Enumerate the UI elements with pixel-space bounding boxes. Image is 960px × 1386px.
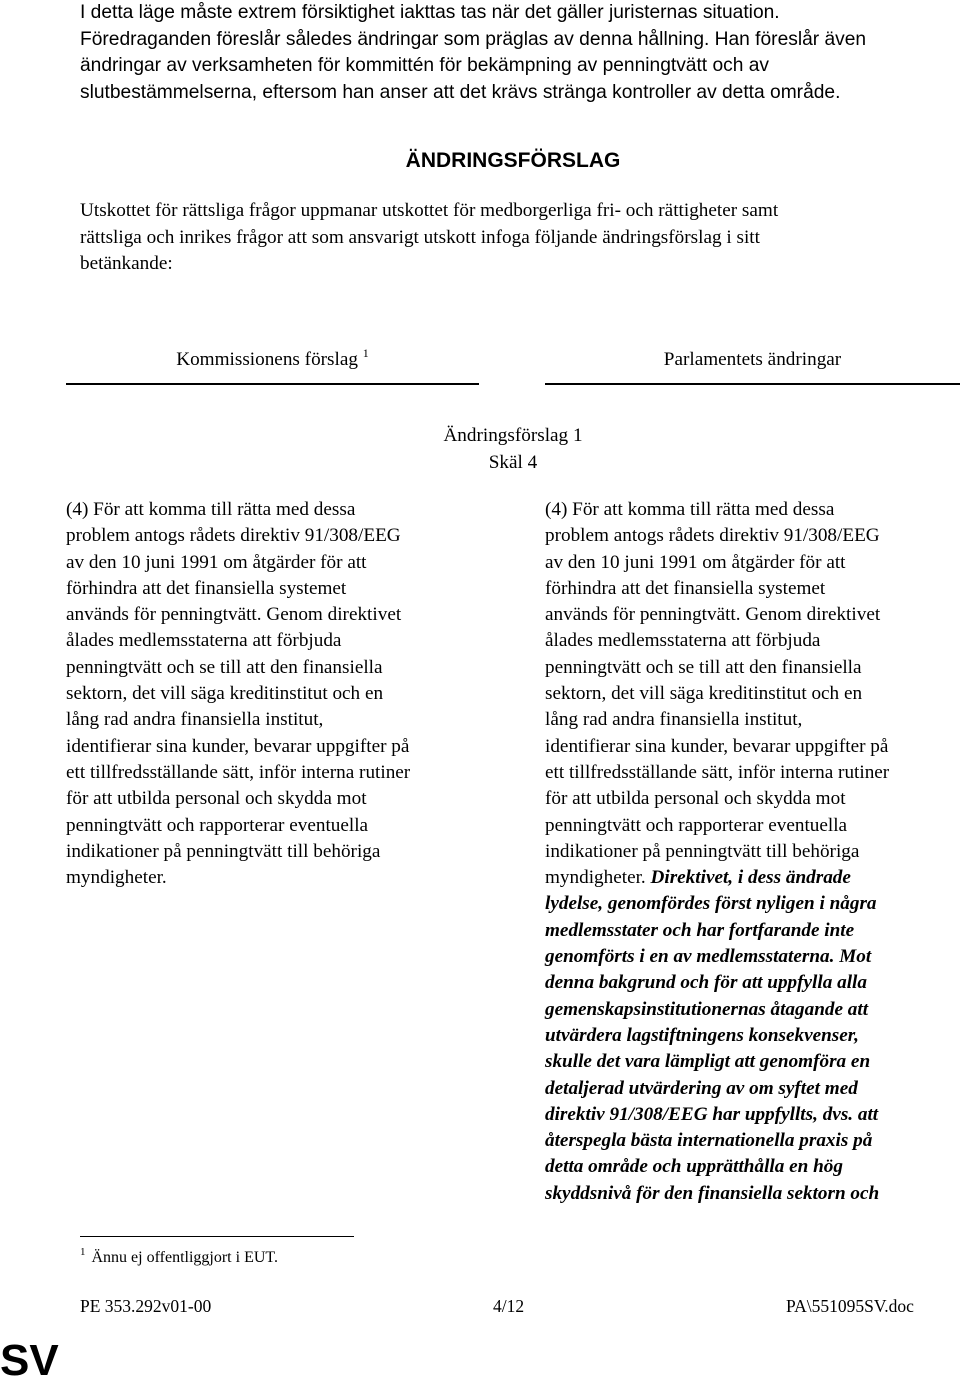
text-line: problem antogs rådets direktiv 91/308/EEG (66, 525, 401, 547)
footnote-text: Ännu ej offentliggjort i EUT. (91, 1249, 278, 1266)
right-column-header: Parlamentets ändringar (663, 349, 842, 370)
commission-text (66, 497, 486, 891)
intro-line: slutbestämmelserna, eftersom han anser att det krävs stränga kontroller av detta område. (80, 81, 841, 103)
text-line: för att utbilda personal och skydda mot (66, 788, 367, 810)
footnote-rule (80, 1236, 354, 1237)
file-name: PA\551095SV.doc (786, 1296, 914, 1316)
text-line: (4) För att komma till rätta med dessa (545, 499, 835, 520)
added-text-line: genomförts i en av medlemsstaterna. Mot (545, 946, 872, 968)
intro-line: I detta läge måste extrem försiktighet iakttas tas när det gäller juristernas situation. (80, 2, 780, 23)
paragraph-line: betänkande: (80, 253, 173, 274)
language-code: SV (0, 1336, 59, 1385)
paragraph-line: rättsliga och inrikes frågor att som ansvarigt utskott infoga följande ändringsförslag i sitt (80, 226, 760, 248)
added-text-line: detaljerad utvärdering av om syftet med (545, 1077, 858, 1099)
added-text-line: detta område och upprätthålla en hög (545, 1156, 843, 1178)
added-text-line: lydelse, genomfördes först nyligen i några (545, 893, 877, 915)
text-line: indikationer på penningtvätt till behöriga (545, 840, 860, 862)
text-line: lång rad andra finansiella institut, (66, 709, 324, 731)
footnote-reference: 1 (362, 346, 369, 360)
text-line: ett tillfredsställande sätt, inför interna rutiner (66, 761, 411, 783)
text-line: ålades medlemsstaterna att förbjuda (66, 630, 342, 652)
text-line: ålades medlemsstaterna att förbjuda (545, 630, 821, 652)
amendment-title: Ändringsförslag 1 (443, 425, 583, 446)
section-heading: ÄNDRINGSFÖRSLAG (405, 149, 621, 172)
added-text-line: gemenskapsinstitutionernas åtagande att (545, 998, 869, 1020)
left-column-header-text: Kommissionens förslag (176, 349, 358, 370)
left-column-header (66, 347, 479, 373)
page-number: 4/12 (493, 1296, 525, 1316)
text-line: penningtvätt och se till att den finansiella (66, 656, 383, 678)
text-segment: myndigheter. (545, 867, 646, 889)
amendment-title-block (0, 423, 960, 476)
added-text-line: medlemsstater och har fortfarande inte (545, 919, 855, 941)
text-line: identifierar sina kunder, bevarar uppgifter på (545, 735, 889, 757)
parliament-text (545, 497, 960, 1207)
footnote-number: 1 (80, 1246, 86, 1258)
intro-line: Föredraganden föreslår således ändringar som präglas av denna hållning. Han föreslår även (80, 28, 867, 50)
text-line: penningtvätt och rapporterar eventuella (545, 814, 848, 836)
text-line: identifierar sina kunder, bevarar uppgifter på (66, 735, 410, 757)
text-line: problem antogs rådets direktiv 91/308/EEG (545, 525, 880, 547)
committee-paragraph (80, 198, 950, 278)
intro-paragraph (80, 0, 940, 106)
text-line: indikationer på penningtvätt till behöriga (66, 840, 381, 862)
paragraph-line: Utskottet för rättsliga frågor uppmanar utskottet för medborgerliga fri- och rättigheter samt (80, 200, 779, 221)
amendment-subtitle: Skäl 4 (488, 451, 538, 473)
added-text-line: återspegla bästa internationella praxis på (545, 1130, 873, 1152)
footnote (80, 1246, 278, 1270)
text-line: penningtvätt och se till att den finansiella (545, 656, 862, 678)
added-text-line: skyddsnivå för den finansiella sektorn och (545, 1182, 880, 1204)
right-header-rule (545, 383, 960, 385)
text-line: av den 10 juni 1991 om åtgärder för att (66, 551, 367, 573)
text-line-mixed (545, 865, 960, 891)
text-line: förhindra att det finansiella systemet (66, 577, 347, 599)
text-line: sektorn, det vill säga kreditinstitut och en (545, 683, 863, 705)
text-line: sektorn, det vill säga kreditinstitut och en (66, 683, 384, 705)
text-line: används för penningtvätt. Genom direktivet (545, 604, 881, 626)
added-text-line: utvärdera lagstiftningens konsekvenser, (545, 1024, 859, 1046)
text-line: lång rad andra finansiella institut, (545, 709, 803, 731)
text-line: myndigheter. (66, 867, 167, 889)
intro-line: ändringar av verksamheten för kommittén för bekämpning av penningtvätt och av (80, 55, 769, 76)
text-line: för att utbilda personal och skydda mot (545, 788, 846, 810)
text-line: av den 10 juni 1991 om åtgärder för att (545, 551, 846, 573)
added-text-segment: Direktivet, i dess ändrade (645, 867, 851, 889)
text-line: används för penningtvätt. Genom direktivet (66, 604, 402, 626)
added-text-line: denna bakgrund och för att uppfylla alla (545, 972, 867, 994)
added-text-line: direktiv 91/308/EEG har uppfyllts, dvs. att (545, 1103, 879, 1125)
document-reference: PE 353.292v01-00 (80, 1296, 212, 1316)
text-line: (4) För att komma till rätta med dessa (66, 499, 356, 520)
left-header-rule (66, 383, 479, 385)
text-line: penningtvätt och rapporterar eventuella (66, 814, 369, 836)
text-line: förhindra att det finansiella systemet (545, 577, 826, 599)
text-line: ett tillfredsställande sätt, inför interna rutiner (545, 761, 890, 783)
added-text-line: skulle det vara lämpligt att genomföra en (545, 1051, 871, 1073)
